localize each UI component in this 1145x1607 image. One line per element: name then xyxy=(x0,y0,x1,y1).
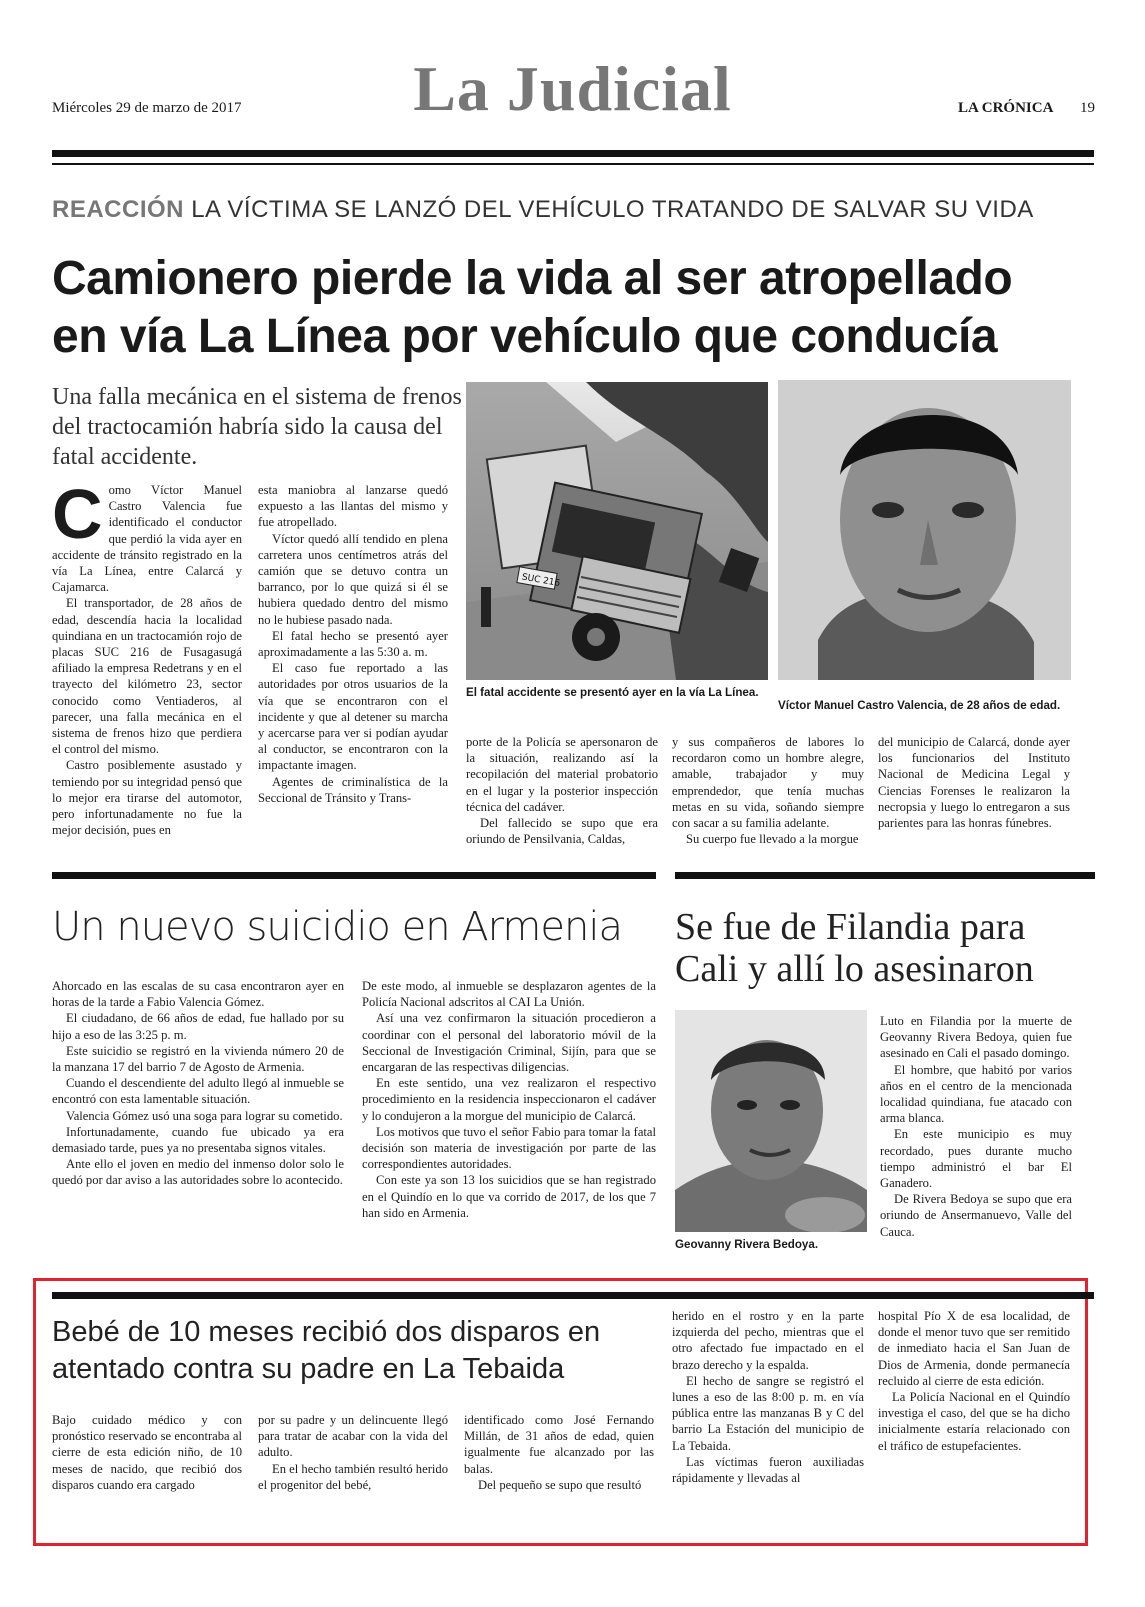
paragraph: Con este ya son 13 los suicidios que se han registrado en el Quindío en lo que va corrido de 2017, de los que 7 han sido en Armenia. xyxy=(362,1173,656,1220)
paragraph: porte de la Policía se apersonaron de la situación, realizando así la recopilación del material probatorio en el lugar y la posterior inspección técnica del cadáver. xyxy=(466,735,658,814)
paragraph: hospital Pío X de esa localidad, de donde el menor tuvo que ser remitido de inmediato hacia el San Juan de Dios de Armenia, donde permanecía recluido al cierre de esta edición. xyxy=(878,1309,1070,1388)
drop-cap: C xyxy=(52,475,103,553)
paragraph: Ante ello el joven en medio del inmenso dolor solo le quedó por dar aviso a las autoridades sobre lo acontecido. xyxy=(52,1157,344,1188)
paragraph: Su cuerpo fue llevado a la morgue xyxy=(686,832,859,847)
paragraph: herido en el rostro y en la parte izquierda del pecho, mientras que el otro afectado fue impactado en el brazo derecho y la espalda. xyxy=(672,1309,864,1372)
paragraph: De Rivera Bedoya se supo que era oriundo de Ansermanuevo, Valle del Cauca. xyxy=(880,1192,1072,1239)
paragraph: Del fallecido se supo que era oriundo de Pensilvania, Caldas, xyxy=(466,816,658,847)
paragraph: El fatal hecho se presentó ayer aproximadamente a las 5:30 a. m. xyxy=(258,628,448,660)
story4-column-5 xyxy=(878,1308,1070,1454)
paragraph: por su padre y un delincuente llegó para tratar de acabar con la vida del adulto. xyxy=(258,1413,448,1460)
header-rule xyxy=(52,150,1094,157)
paragraph: En el hecho también resultó herido el progenitor del bebé, xyxy=(258,1461,448,1492)
paragraph: En este sentido, una vez realizaron el respectivo procedimiento en la residencia inspeccionaron el cadáver y lo condujeron a la morgue del municipio de Calarcá. xyxy=(362,1076,656,1123)
truck-accident-photo xyxy=(466,382,768,680)
story1-headline xyxy=(52,250,1102,366)
truck-plate: SUC 216 xyxy=(521,572,561,589)
story4-column-2 xyxy=(258,1412,448,1493)
paragraph: omo Víctor Manuel Castro Valencia fue identificado el conductor que perdió la vida ayer en accidente de tránsito registrado en la vía La Línea, entre Calarcá y Cajamarca. xyxy=(52,483,242,595)
headline-line: Camionero pierde la vida al ser atropellado xyxy=(52,252,1013,305)
paragraph: Agentes de criminalística de la Seccional de Tránsito y Trans- xyxy=(258,774,448,805)
paragraph: Las víctimas fueron auxiliadas rápidamente y llevadas al xyxy=(672,1454,864,1486)
paragraph: El ciudadano, de 66 años de edad, fue hallado por su hijo a eso de las 3:25 p. m. xyxy=(52,1011,344,1042)
paragraph: Bajo cuidado médico y con pronóstico reservado se encontraba al cierre de esta edición niño, de 10 meses de nacido, que recibió dos disparos cuando era cargado xyxy=(52,1413,242,1492)
paragraph: Ahorcado en las escalas de su casa encontraron ayer en horas de la tarde a Fabio Valencia Gómez. xyxy=(52,979,344,1010)
kicker-label: REACCIÓN xyxy=(52,196,185,223)
paragraph: El transportador, de 28 años de edad, descendía hacia la localidad quindiana en un tractocamión rojo de placas SUC 216 de Fusagasugá afiliado la empresa Redetrans y en el trayecto del kilómetro 23, sector conocido como Ventiaderos, al parecer, una falla mecánica en el sistema de frenos hizo que perdiera el control del mismo. xyxy=(52,596,242,757)
paragraph: Cuando el descendiente del adulto llegó al inmueble se encontró con esta lamentable situación. xyxy=(52,1076,344,1107)
paragraph: Luto en Filandia por la muerte de Geovanny Rivera Bedoya, quien fue asesinado en Cali el pasado domingo. xyxy=(880,1014,1072,1061)
paragraph: El caso fue reportado a las autoridades por otros usuarios de la vía que se encontraron con el incidente y que al detener su marcha y acercarse para ver si podían ayudar al conductor, se encontraron con la impactante imagen. xyxy=(258,661,448,773)
portrait-caption: Víctor Manuel Castro Valencia, de 28 años de edad. xyxy=(778,699,1061,712)
paragraph: Del pequeño se supo que resultó xyxy=(478,1477,642,1492)
truck-photo-caption: El fatal accidente se presentó ayer en la vía La Línea. xyxy=(466,686,759,699)
page-number: 19 xyxy=(1080,100,1095,116)
story4-column-3 xyxy=(464,1412,654,1493)
story2-top-rule xyxy=(52,872,656,879)
story3-column-1 xyxy=(880,1013,1072,1240)
story4-column-4 xyxy=(672,1308,864,1486)
headline-line: en vía La Línea por vehículo que conducía xyxy=(52,310,998,363)
story1-deck: Una falla mecánica en el sistema de frenos del tractocamión habría sido la causa del fatal accidente. xyxy=(52,384,462,470)
story2-headline: Un nuevo suicidio en Armenia xyxy=(52,904,622,950)
paragraph: Así una vez confirmaron la situación procedieron a coordinar con el personal del laboratorio móvil de la Seccional de Investigación Criminal, Sijín, para que se encargaran de las respectivas diligencias. xyxy=(362,1011,656,1075)
paragraph: La Policía Nacional en el Quindío investiga el caso, del que se ha dicho inicialmente estaría relacionado con el tráfico de estupefacientes. xyxy=(878,1390,1070,1453)
story1-column-3 xyxy=(466,734,658,847)
paragraph: esta maniobra al lanzarse quedó expuesto a las llantas del mismo y fue atropellado. xyxy=(258,483,448,530)
truck-illustration xyxy=(466,382,768,680)
paragraph: del municipio de Calarcá, donde ayer los funcionarios del Instituto Nacional de Medicina Legal y Ciencias Forenses le realizaron la necropsia y luego lo entregaron a sus parientes para las honras fúnebres. xyxy=(878,735,1070,831)
section-title: La Judicial xyxy=(413,53,732,124)
story4-column-1 xyxy=(52,1412,242,1493)
header-rule-thin xyxy=(52,163,1094,165)
story3-headline: Se fue de Filandia para Cali y allí lo asesinaron xyxy=(675,906,1034,990)
story4-headline: Bebé de 10 meses recibió dos disparos en atentado contra su padre en La Tebaida xyxy=(52,1316,601,1385)
portrait-illustration xyxy=(778,380,1071,680)
paragraph: Víctor quedó allí tendido en plena carretera unos centímetros atrás del camión que se detuvo contra un barranco, por lo que quizá si él se hubiera quedado dentro del mismo no le hubiese pasado nada. xyxy=(258,531,448,627)
newspaper-name: LA CRÓNICA xyxy=(958,100,1054,116)
story1-column-5 xyxy=(878,734,1070,831)
story2-column-2 xyxy=(362,978,656,1221)
paragraph: De este modo, al inmueble se desplazaron agentes de la Policía Nacional adscritos al CAI La Unión. xyxy=(362,979,656,1010)
story1-column-1 xyxy=(52,475,242,838)
paragraph: identificado como José Fernando Millán, de 31 años de edad, quien igualmente fue alcanzado por las balas. xyxy=(464,1413,654,1476)
story2-column-1 xyxy=(52,978,344,1189)
kicker-text: LA VÍCTIMA SE LANZÓ DEL VEHÍCULO TRATANDO DE SALVAR SU VIDA xyxy=(191,196,1034,223)
paragraph: El hecho de sangre se registró el lunes a eso de las 8:00 p. m. en vía pública entre las manzanas B y C del barrio La Estación del municipio de La Tebaida. xyxy=(672,1373,864,1453)
paragraph: y sus compañeros de labores lo recordaron como un hombre alegre, amable, trabajador y muy emprendedor, que tenía muchas metas en su vida, soñando siempre con sacar a su familia adelante. xyxy=(672,735,864,831)
paragraph: Castro posiblemente asustado y temiendo por su integridad pensó que lo mejor era tirarse del automotor, pero infortunadamente no fue la mejor decisión, pues en xyxy=(52,758,242,838)
paragraph: Valencia Gómez usó una soga para lograr su cometido. xyxy=(66,1108,343,1123)
story1-column-2 xyxy=(258,482,448,806)
story1-column-4 xyxy=(672,734,864,847)
paragraph: En este municipio es muy recordado, pues durante mucho tiempo administró el bar El Ganadero. xyxy=(880,1127,1072,1191)
geovanny-caption: Geovanny Rivera Bedoya. xyxy=(675,1238,819,1251)
portrait-illustration xyxy=(675,1010,867,1232)
paragraph: Este suicidio se registró en la vivienda número 20 de la manzana 17 del barrio 7 de Agosto de Armenia. xyxy=(52,1043,344,1075)
story4-top-rule xyxy=(52,1292,1094,1299)
paragraph: Infortunadamente, cuando fue ubicado ya era demasiado tarde, pues ya no presentaba signos vitales. xyxy=(52,1124,344,1156)
paragraph: El hombre, que habitó por varios años en el centro de la mencionada localidad quindiana, fue atacado con arma blanca. xyxy=(880,1062,1072,1126)
geovanny-photo xyxy=(675,1010,867,1232)
story1-kicker xyxy=(52,196,1034,224)
story3-top-rule xyxy=(675,872,1095,879)
victim-portrait-photo xyxy=(778,380,1071,680)
issue-date: Miércoles 29 de marzo de 2017 xyxy=(52,100,242,116)
paragraph: Los motivos que tuvo el señor Fabio para tomar la fatal decisión son materia de investigación por parte de las correspondientes autoridades. xyxy=(362,1124,656,1172)
